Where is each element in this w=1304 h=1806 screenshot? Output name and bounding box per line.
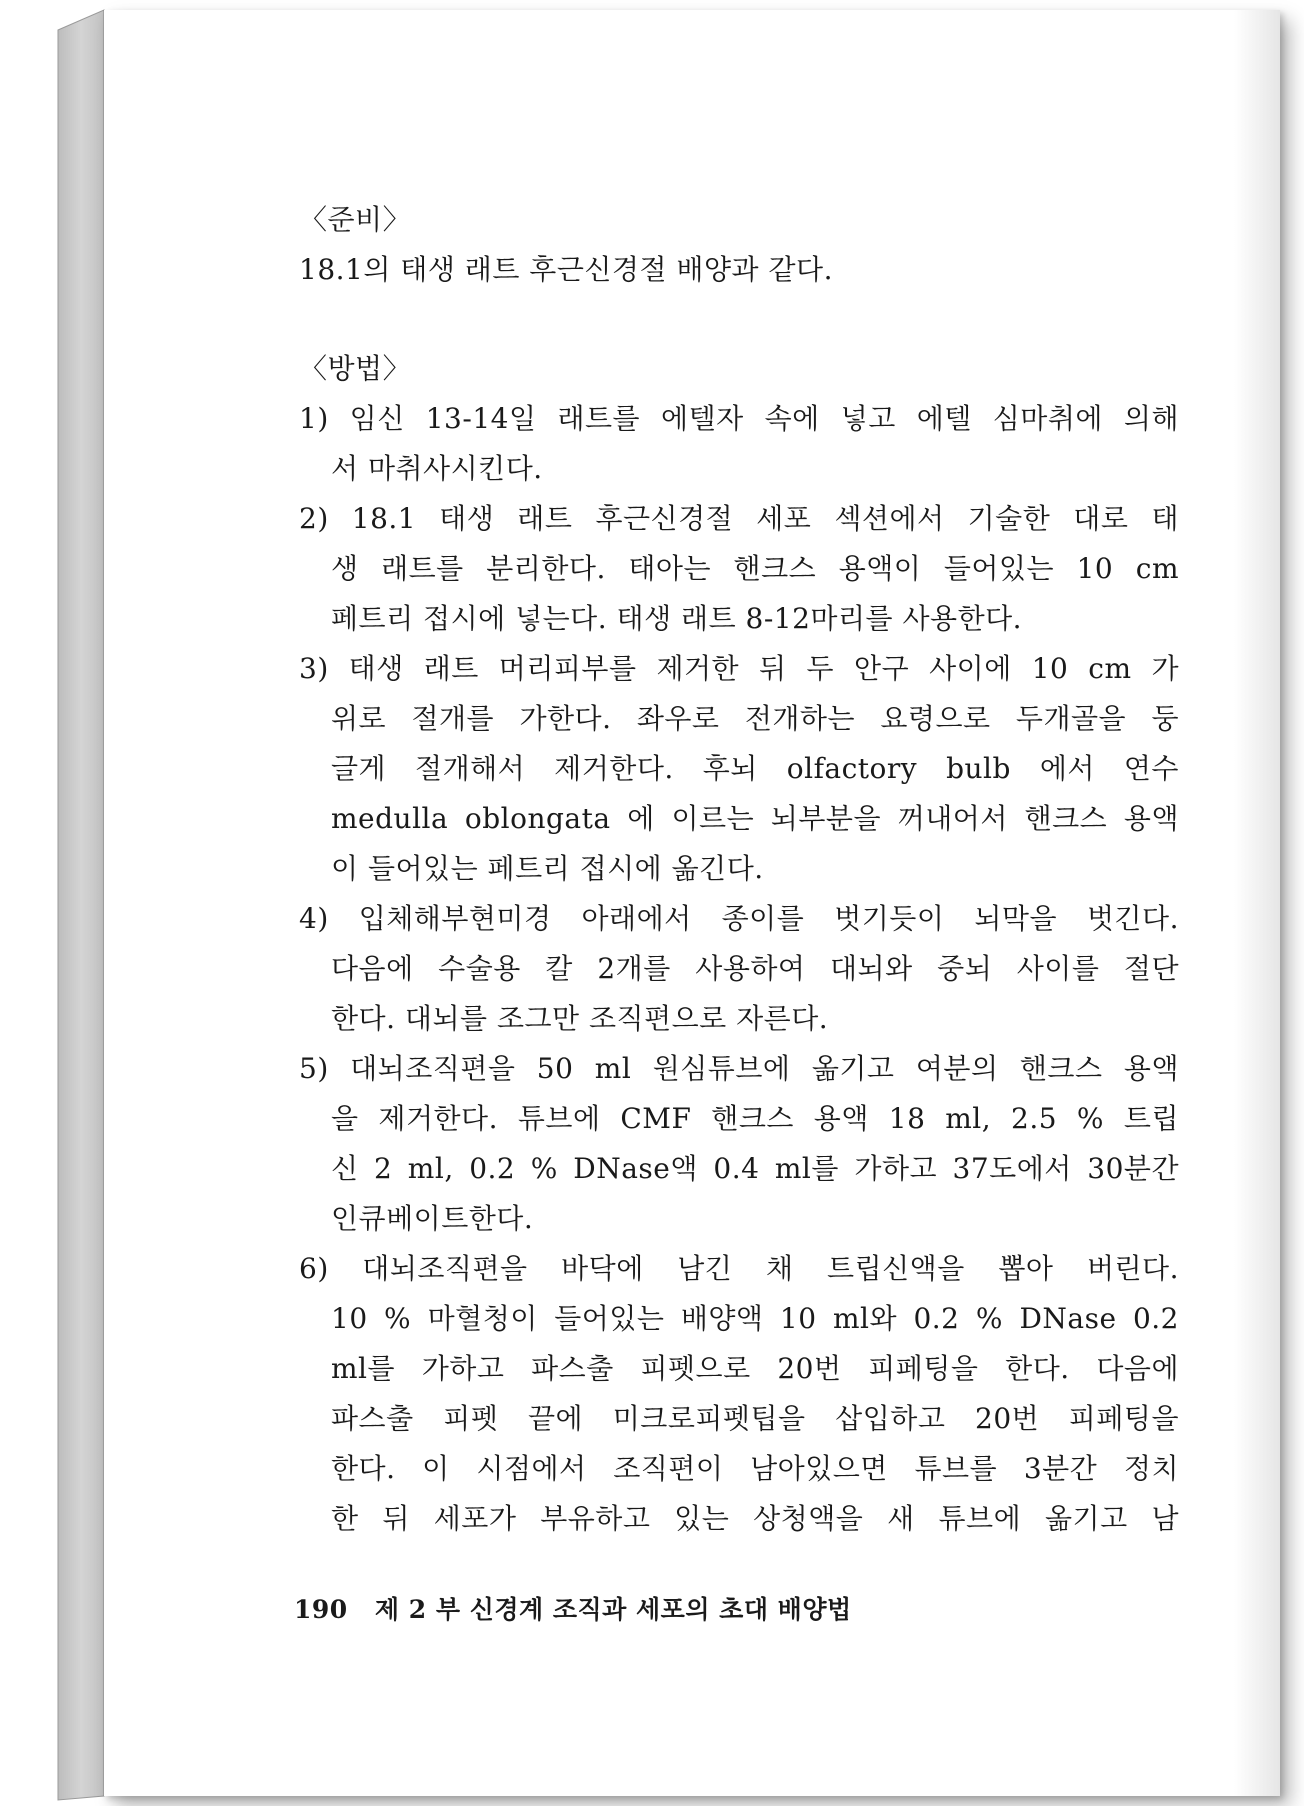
text-line: 생 래트를 분리한다. 태아는 핸크스 용액이 들어있는 10 cm <box>331 552 1179 585</box>
prep-text: 18.1의 태생 래트 후근신경절 배양과 같다. <box>299 253 833 286</box>
text-line: 인큐베이트한다. <box>331 1202 534 1235</box>
text-line: 이 들어있는 페트리 접시에 옮긴다. <box>331 852 764 885</box>
text-line: 을 제거한다. 튜브에 CMF 핸크스 용액 18 ml, 2.5 % 트립 <box>331 1102 1179 1135</box>
prep-heading: 〈준비〉 <box>299 203 412 236</box>
text-line: 글게 절개해서 제거한다. 후뇌 olfactory bulb 에서 연수 <box>331 752 1179 785</box>
text-line: 파스출 피펫 끝에 미크로피펫팁을 삽입하고 20번 피페팅을 <box>331 1402 1179 1435</box>
text-line: 한다. 대뇌를 조그만 조직편으로 자른다. <box>331 1002 829 1035</box>
text-line: 다음에 수술용 칼 2개를 사용하여 대뇌와 중뇌 사이를 절단 <box>331 952 1179 985</box>
text-line: 한 뒤 세포가 부유하고 있는 상청액을 새 튜브에 옮기고 남 <box>331 1502 1179 1535</box>
text-line: 6) 대뇌조직편을 바닥에 남긴 채 트립신액을 뽑아 버린다. <box>299 1252 1179 1285</box>
text-line: 위로 절개를 가한다. 좌우로 전개하는 요령으로 두개골을 둥 <box>331 702 1179 735</box>
text-line: 2) 18.1 태생 래트 후근신경절 세포 섹션에서 기술한 대로 태 <box>299 502 1179 535</box>
page-edge-shading <box>1234 10 1280 1796</box>
text-line: 신 2 ml, 0.2 % DNase액 0.4 ml를 가하고 37도에서 30분간 <box>331 1152 1179 1185</box>
text-line: medulla oblongata 에 이르는 뇌부분을 꺼내어서 핸크스 용액 <box>331 802 1179 835</box>
page-number: 190 <box>294 1595 348 1624</box>
text-line: 5) 대뇌조직편을 50 ml 원심튜브에 옮기고 여분의 핸크스 용액 <box>299 1052 1179 1085</box>
text-line: 한다. 이 시점에서 조직편이 남아있으면 튜브를 3분간 정치 <box>331 1452 1179 1485</box>
page-footer <box>294 1595 852 1625</box>
running-title: 제 2 부 신경계 조직과 세포의 초대 배양법 <box>374 1595 852 1624</box>
text-line: 페트리 접시에 넣는다. 태생 래트 8-12마리를 사용한다. <box>331 602 1023 635</box>
text-line: 4) 입체해부현미경 아래에서 종이를 벗기듯이 뇌막을 벗긴다. <box>299 902 1179 935</box>
text-line: ml를 가하고 파스출 피펫으로 20번 피페팅을 한다. 다음에 <box>331 1352 1179 1385</box>
book-page <box>104 10 1280 1796</box>
text-line: 1) 임신 13-14일 래트를 에텔자 속에 넣고 에텔 심마취에 의해 <box>299 402 1179 435</box>
method-heading: 〈방법〉 <box>299 352 412 385</box>
text-line: 10 % 마혈청이 들어있는 배양액 10 ml와 0.2 % DNase 0.2 <box>331 1302 1179 1335</box>
text-line: 3) 태생 래트 머리피부를 제거한 뒤 두 안구 사이에 10 cm 가 <box>299 652 1179 685</box>
text-line: 서 마취사시킨다. <box>331 452 543 485</box>
